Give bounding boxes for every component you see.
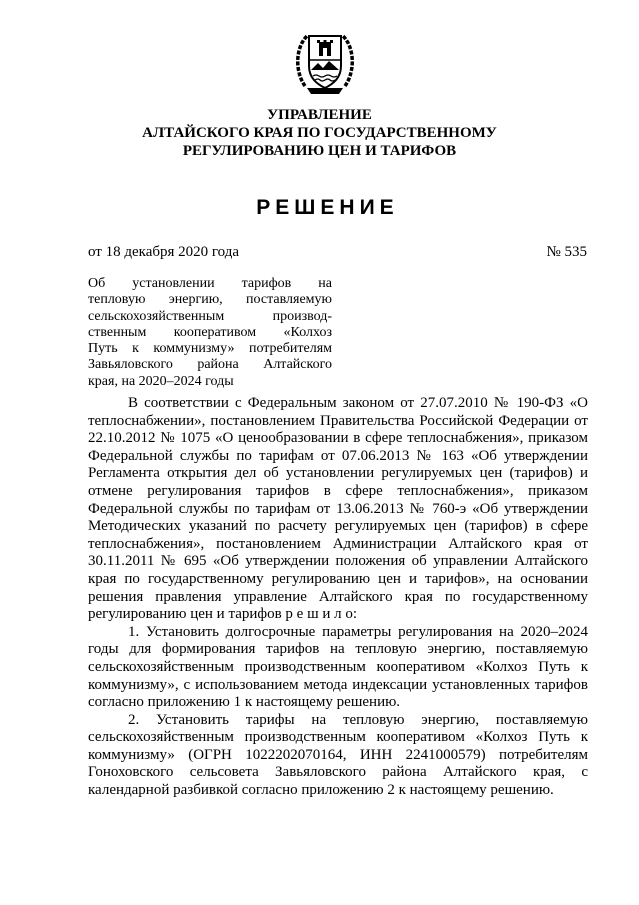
body-line: годы для формирования тарифов на тепловую энергию, поставляемую — [88, 641, 588, 658]
body-line: Федеральной службы по тарифам от 13.06.2013 № 760-э «Об утверждении — [88, 500, 588, 517]
decision-number: № 535 — [546, 244, 587, 260]
body-line: Гоноховского сельсовета Завьяловского района Алтайского края, с — [88, 764, 588, 781]
decision-body — [88, 395, 588, 800]
decision-subject — [88, 276, 332, 390]
body-line: 2. Установить тарифы на тепловую энергию, поставляемую — [128, 711, 588, 728]
subject-line: Об установлении тарифов на — [88, 276, 332, 291]
body-line: Федеральной службы по тарифам от 07.06.2013 № 163 «Об утверждении — [88, 447, 588, 464]
body-line: 30.11.2011 № 695 «Об утверждении положения об управлении Алтайского — [88, 553, 588, 570]
altai-krai-coat-of-arms-icon — [293, 26, 357, 98]
body-line: регулированию цен и тарифов р е ш и л о: — [88, 606, 358, 623]
body-line: В соответствии с Федеральным законом от 27.07.2010 № 190-ФЗ «О — [128, 395, 588, 411]
body-line: края по государственному регулированию цен и тарифов», на основании — [88, 570, 588, 587]
subject-line: Путь к коммунизму» потребителям — [88, 341, 332, 357]
body-line: 22.10.2012 № 1075 «О ценообразовании в сфере теплоснабжения», приказом — [88, 430, 588, 447]
subject-line: Завьяловского района Алтайского — [88, 357, 332, 373]
body-line: 1. Установить долгосрочные параметры регулирования на 2020–2024 — [128, 623, 588, 640]
issuing-authority — [0, 106, 639, 160]
body-line: теплоснабжении», постановлением Правительства Российской Федерации от — [88, 412, 588, 429]
body-line: теплоснабжения», постановлением Администрации Алтайского края от — [88, 535, 588, 552]
org-line: АЛТАЙСКОГО КРАЯ ПО ГОСУДАРСТВЕННОМУ — [142, 125, 497, 141]
subject-line: ственным кооперативом «Колхоз — [88, 324, 332, 340]
decision-date: от 18 декабря 2020 года — [88, 244, 240, 260]
preamble-paragraph — [88, 395, 588, 624]
org-line: РЕГУЛИРОВАНИЮ ЦЕН И ТАРИФОВ — [182, 143, 457, 159]
subject-line: тепловую энергию, поставляемую — [88, 292, 332, 308]
body-line: сельскохозяйственным производственным кооперативом «Колхоз Путь к — [88, 658, 588, 675]
body-line: сельскохозяйственным производственным кооперативом «Колхоз Путь к — [88, 729, 588, 746]
body-line: календарной разбивкой согласно приложению 2 к настоящему решению. — [88, 782, 554, 799]
decision-item-2 — [88, 712, 588, 800]
org-line: УПРАВЛЕНИЕ — [267, 107, 372, 123]
body-line: решения правления управление Алтайского края по государственному — [88, 588, 588, 605]
body-line: отмене регулирования тарифов в сфере теплоснабжения», приказом — [88, 482, 588, 499]
body-line: коммунизму», с использованием метода индексации установленных тарифов — [88, 676, 588, 693]
subject-line: сельскохозяйственным производ- — [88, 308, 332, 324]
body-line: согласно приложению 1 к настоящему решению. — [88, 694, 401, 711]
body-line: коммунизму» (ОГРН 1022202070164, ИНН 2241000579) потребителям — [88, 746, 588, 763]
subject-line: края, на 2020–2024 годы — [88, 373, 234, 389]
decision-item-1 — [88, 624, 588, 712]
body-line: Методических указаний по расчету регулируемых цен (тарифов) в сфере — [88, 518, 588, 535]
body-line: Регламента открытия дел об установлении регулируемых цен (тарифов) и — [88, 465, 588, 482]
document-type-title: РЕШЕНИЕ — [256, 196, 399, 219]
